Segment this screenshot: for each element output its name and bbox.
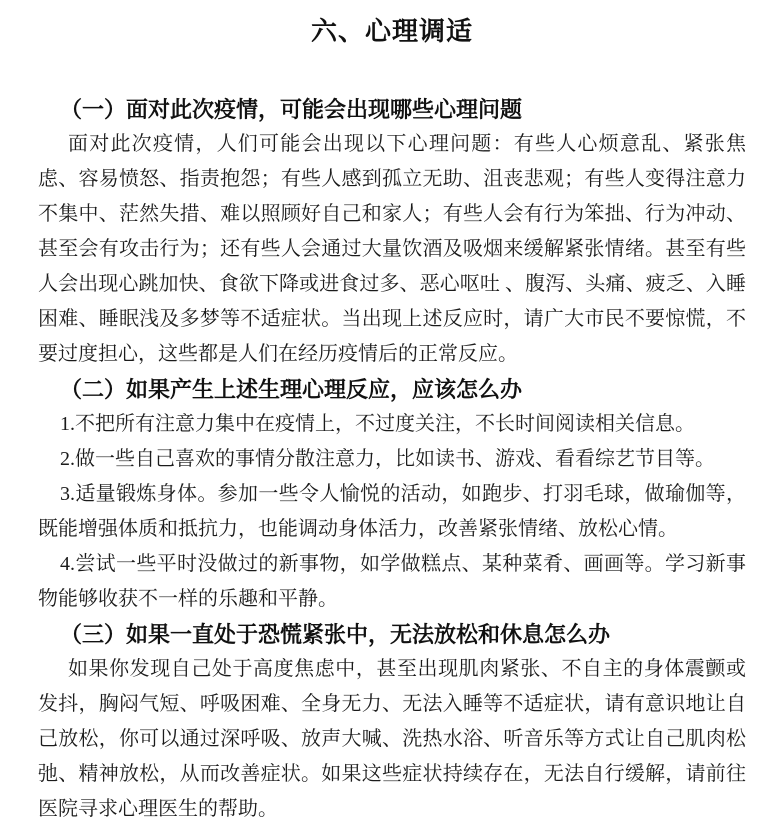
section-3-heading: （三）如果一直处于恐慌紧张中，无法放松和休息怎么办 — [60, 622, 611, 647]
section-1-heading: （一）面对此次疫情，可能会出现哪些心理问题 — [60, 97, 523, 122]
document-title: 六、心理调适 — [310, 16, 473, 46]
document-content — [38, 92, 746, 827]
section-2-item-1: 1.不把所有注意力集中在疫情上，不过度关注，不长时间阅读相关信息。 — [60, 413, 695, 435]
section-1-paragraph: 面对此次疫情，人们可能会出现以下心理问题：有些人心烦意乱、紧张焦虑、容易愤怒、指责抱怨；有些人感到孤立无助、沮丧悲观；有些人变得注意力不集中、茫然失措、难以照顾好自己和家人；有些人会有行为笨拙、行为冲动、甚至会有攻击行为；还有些人会通过大量饮酒及吸烟来缓解紧张情绪。甚至有些人会出现心跳加快、食欲下降或进食过多、恶心呕吐 、腹泻、头痛、疲乏、入睡困难、睡眠浅及多梦等不适症状。当出现上述反应时，请广大市民不要惊慌，不要过度担心，这些都是人们在经历疫情后的正常反应。 — [38, 133, 746, 365]
section-2-item-2: 2.做一些自己喜欢的事情分散注意力，比如读书、游戏、看看综艺节目等。 — [60, 448, 715, 470]
section-2-item-3: 3.适量锻炼身体。参加一些令人愉悦的活动，如跑步、打羽毛球，做瑜伽等，既能增强体质和抵抗力，也能调动身体活力，改善紧张情绪、放松心情。 — [38, 483, 746, 540]
section-2-item-4: 4.尝试一些平时没做过的新事物，如学做糕点、某种菜肴、画画等。学习新事物能够收获不一样的乐趣和平静。 — [38, 553, 746, 610]
section-3-paragraph: 如果你发现自己处于高度焦虑中，甚至出现肌肉紧张、不自主的身体震颤或发抖，胸闷气短、呼吸困难、全身无力、无法入睡等不适症状，请有意识地让自己放松，你可以通过深呼吸、放声大喊、洗热水浴、听音乐等方式让自己肌肉松弛、精神放松，从而改善症状。如果这些症状持续存在，无法自行缓解，请前往医院寻求心理医生的帮助。 — [38, 658, 746, 820]
section-2-heading: （二）如果产生上述生理心理反应，应该怎么办 — [60, 377, 523, 402]
